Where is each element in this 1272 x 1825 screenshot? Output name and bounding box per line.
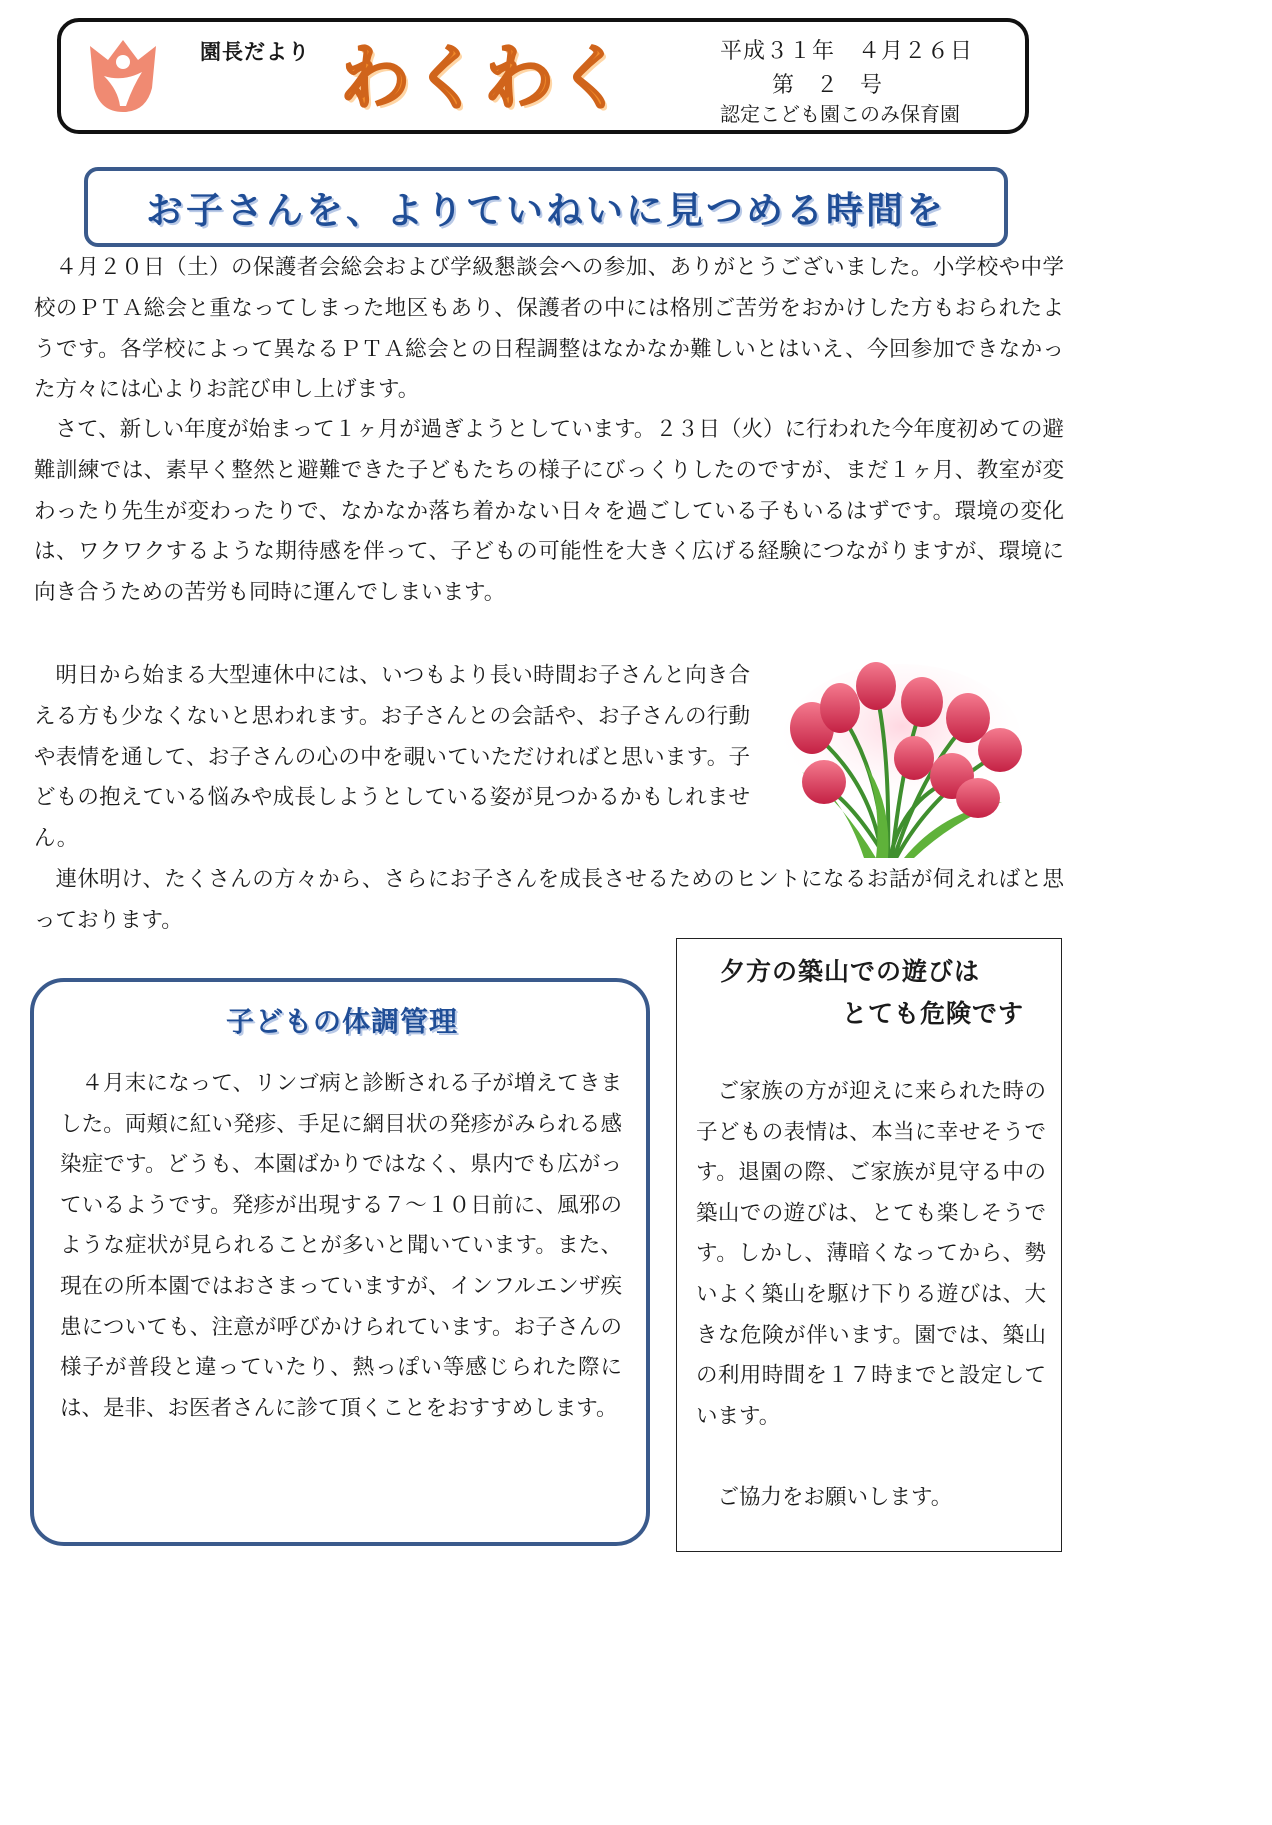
newsletter-title: わくわく: [340, 37, 628, 119]
newsletter-subtitle: 園長だより: [200, 40, 310, 64]
body-paragraph-4: 連休明け、たくさんの方々から、さらにお子さんを成長させるためのヒントになるお話が伺えればと思っております。: [34, 867, 1064, 933]
issue-date: 平成３１年 ４月２６日: [720, 39, 974, 64]
health-notice-text: ４月末になって、リンゴ病と診断される子が増えてきました。両頬に紅い発疹、手足に網目状の発疹がみられる感染症です。どうも、本園ばかりではなく、県内でも広がっているようです。発疹が出現する７～１０日前に、風邪のような症状が見られることが多いと聞いています。また、現在の所本園ではおさまっていますが、インフルエンザ疾患についても、注意が呼びかけられています。お子さんの様子が普段と違っていたり、熱っぽい等感じられた際には、是非、お医者さんに診て頂くことをおすすめします。: [60, 1071, 622, 1421]
body-paragraph-2: さて、新しい年度が始まって１ヶ月が過ぎようとしています。２３日（火）に行われた今年度初めての避難訓練では、素早く整然と避難できた子どもたちの様子にびっくりしたのですが、まだ１ヶ月、教室が変わったり先生が変わったりで、なかなか落ち着かない日々を過ごしている子もいるはずです。環境の変化は、ワクワクするような期待感を伴って、子どもの可能性を大きく広げる経験につながりますが、環境に向き合うための苦労も同時に運んでしまいます。: [34, 417, 1064, 606]
headline-box: [84, 167, 1008, 247]
headline: お子さんを、よりていねいに見つめる時間を: [146, 189, 946, 232]
tulip-person-logo-icon: [86, 36, 160, 114]
health-notice-title: 子どもの体調管理: [226, 1005, 459, 1038]
safety-notice-closing: ご協力をお願いします。: [717, 1485, 953, 1510]
issue-number: 第 ２ 号: [772, 73, 883, 98]
body-paragraph-3: 明日から始まる大型連休中には、いつもより長い時間お子さんと向き合える方も少なくないと思われます。お子さんとの会話や、お子さんの行動や表情を通して、お子さんの心の中を覗いていただければと思います。子どもの抱えている悩みや成長しようとしている姿が見つかるかもしれません。: [34, 663, 750, 852]
organization-name: 認定こども園このみ保育園: [720, 102, 960, 126]
safety-notice-text: ご家族の方が迎えに来られた時の子どもの表情は、本当に幸せそうです。退園の際、ご家族が見守る中の築山での遊びは、とても楽しそうです。しかし、薄暗くなってから、勢いよく築山を駆け下りる遊びは、大きな危険が伴います。園では、築山の利用時間を１７時までと設定しています。: [696, 1079, 1046, 1429]
body-paragraph-1: ４月２０日（土）の保護者会総会および学級懇談会への参加、ありがとうございました。小学校や中学校のＰＴＡ総会と重なってしまった地区もあり、保護者の中には格別ご苦労をおかけした方もおられたようです。各学校によって異なるＰＴＡ総会との日程調整はなかなか難しいとはいえ、今回参加できなかった方々には心よりお詫び申し上げます。: [34, 255, 1064, 403]
safety-notice-title-line-1: 夕方の築山での遊びは: [720, 957, 981, 986]
tulip-bouquet-icon: [772, 662, 1034, 858]
safety-notice-title-line-2: とても危険です: [842, 999, 1025, 1028]
